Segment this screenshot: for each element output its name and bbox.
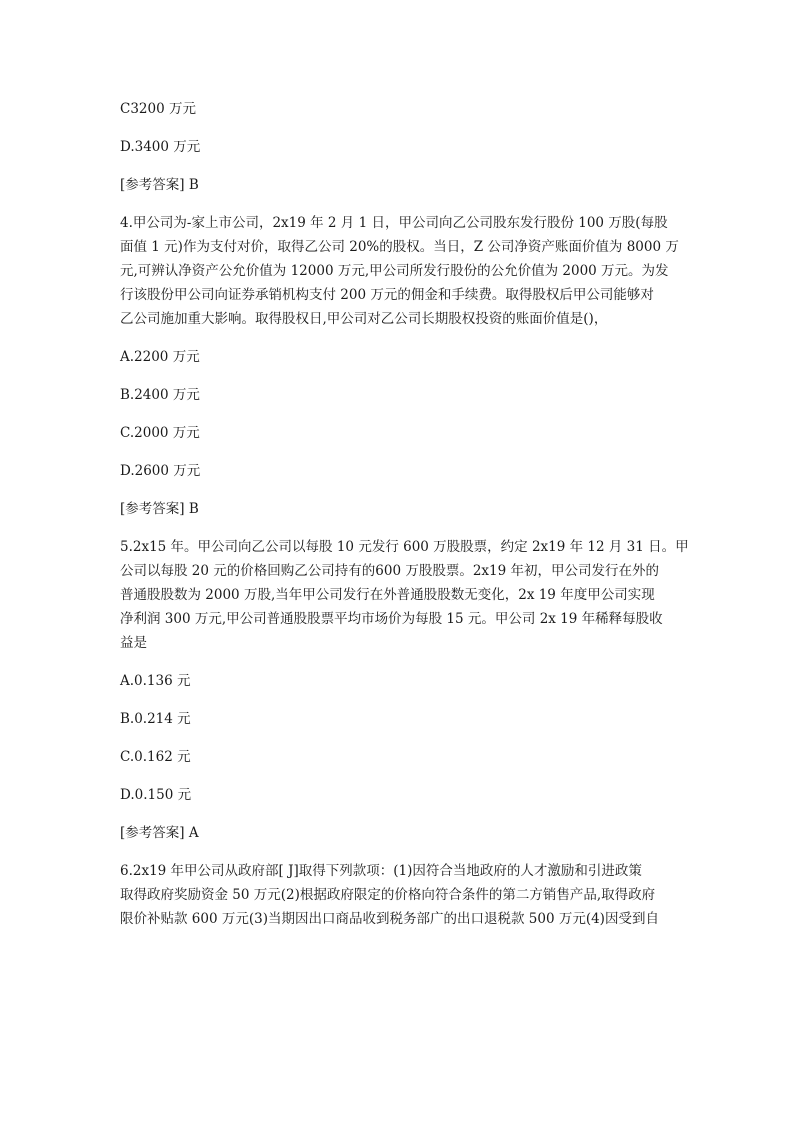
question-6-line-1: 6.2x19 年甲公司从政府部[ J]取得下列款项：(1)因符合当地政府的人才激励和引进政策 [120, 863, 642, 879]
question-5-line-1: 5.2x15 年。甲公司向乙公司以每股 10 元发行 600 万股股票，约定 2x19 年 12 月 31 日。甲 [120, 539, 689, 555]
question-4-option-c: C.2000 万元 [120, 425, 200, 441]
option-d-prev: D.3400 万元 [120, 139, 201, 155]
document-page [120, 100, 689, 948]
question-4-option-a: A.2200 万元 [120, 349, 200, 365]
question-4-line-4: 行该股份甲公司向证券承销机构支付 200 万元的佣金和手续费。取得股权后甲公司能够对 [120, 287, 654, 303]
question-5-line-4: 净利润 300 万元,甲公司普通股股票平均市场价为每股 15 元。甲公司 2x 19 年稀释每股收 [120, 611, 663, 627]
question-5-line-3: 普通股股数为 2000 万股,当年甲公司发行在外普通股股数无变化，2x 19 年度甲公司实现 [120, 587, 655, 603]
question-4-line-3: 元,可辨认净资产公允价值为 12000 万元,甲公司所发行股份的公允价值为 2000 万元。为发 [120, 263, 669, 279]
question-5-line-2: 公司以每股 20 元的价格回购乙公司持有的600 万股股票。2x19 年初，甲公司发行在外的 [120, 563, 659, 579]
question-5 [120, 533, 689, 658]
question-5-option-c: C.0.162 元 [120, 749, 191, 765]
question-5-line-5: 益是 [120, 635, 147, 651]
reference-answer-5: [参考答案] A [120, 825, 199, 841]
question-5-option-a: A.0.136 元 [120, 673, 191, 689]
question-4-option-d: D.2600 万元 [120, 463, 201, 479]
reference-answer-3: [参考答案] B [120, 177, 199, 193]
reference-answer-4: [参考答案] B [120, 501, 199, 517]
question-4-line-1: 4.甲公司为-家上市公司，2x19 年 2 月 1 日，甲公司向乙公司股东发行股份 100 万股(每股 [120, 215, 668, 231]
question-6 [120, 857, 680, 934]
option-c-prev: C3200 万元 [120, 101, 196, 117]
question-4-line-5: 乙公司施加重大影响。取得股权日,甲公司对乙公司长期股权投资的账面价值是()， [120, 311, 608, 327]
question-4 [120, 209, 680, 334]
question-6-line-3: 限价补贴款 600 万元(3)当期因出口商品收到税务部广的出口退税款 500 万元(4)因受到自 [120, 911, 659, 927]
question-5-option-b: B.0.214 元 [120, 711, 191, 727]
question-4-line-2: 面值 1 元)作为支付对价，取得乙公司 20%的股权。当日，Z 公司净资产账面价值为 8000 万 [120, 239, 679, 255]
question-5-option-d: D.0.150 元 [120, 787, 192, 803]
question-6-line-2: 取得政府奖励资金 50 万元(2)根据政府限定的价格向符合条件的第二方销售产品,取得政府 [120, 887, 656, 903]
question-4-option-b: B.2400 万元 [120, 387, 200, 403]
